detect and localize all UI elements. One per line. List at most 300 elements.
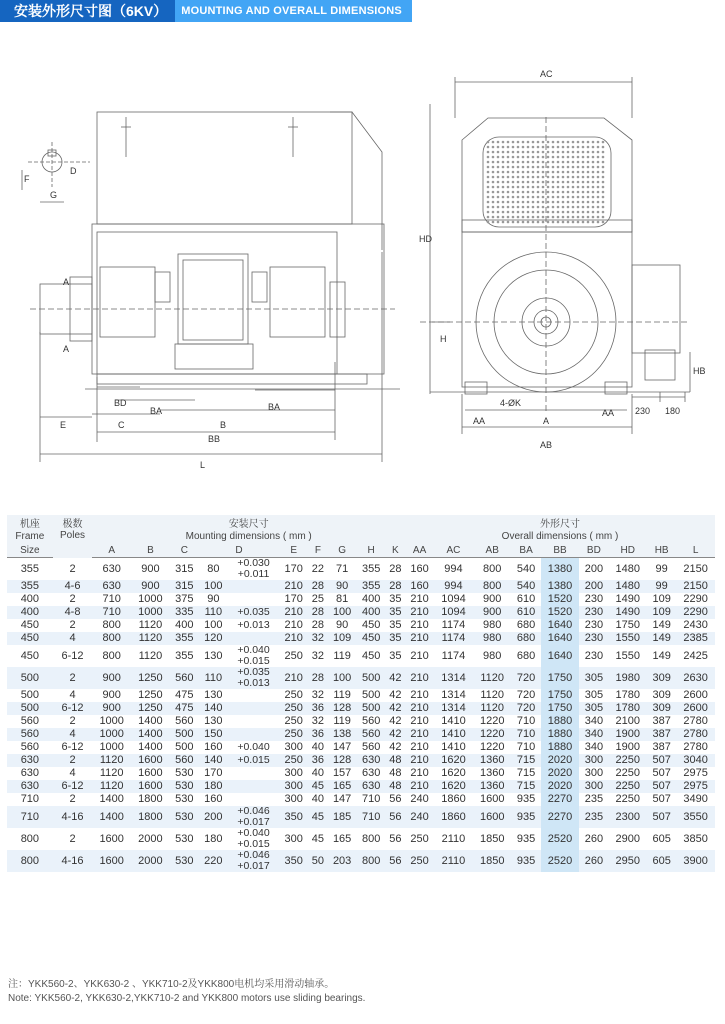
cell-poles: 4 (69, 632, 76, 644)
cell-ac: 1094 (441, 606, 466, 618)
cell-frame: 630 (20, 767, 40, 779)
cell-hd: 2250 (615, 754, 641, 766)
cell-ab: 1220 (479, 741, 505, 753)
cell-ac: 994 (444, 563, 463, 575)
cell-bd: 235 (584, 793, 604, 805)
cell-a: 710 (102, 606, 121, 618)
cell-l: 3490 (683, 793, 708, 805)
cell-h: 800 (361, 833, 381, 845)
cell-l: 2150 (683, 563, 708, 575)
label-side-2: F (24, 174, 30, 184)
cell-g: 81 (335, 593, 349, 605)
cell-b: 1250 (138, 689, 163, 701)
cell-f: 50 (311, 855, 325, 867)
cell-l: 2600 (683, 689, 708, 701)
cell-hd: 2250 (615, 793, 641, 805)
cell-ac: 1860 (441, 811, 466, 823)
table-row (7, 580, 715, 593)
cell-hb: 109 (652, 593, 671, 605)
cell-poles: 2 (69, 793, 76, 805)
cell-c: 530 (175, 833, 194, 845)
cell-h: 400 (361, 593, 381, 605)
cell-bb: 1640 (541, 632, 580, 645)
col-header-hd: HD (608, 543, 647, 558)
cell-d: 130 (204, 689, 223, 701)
cell-hb: 309 (652, 672, 671, 684)
cell-e: 210 (284, 632, 303, 644)
label-front-7: AA (602, 408, 615, 418)
label-side-3: D (70, 166, 77, 176)
cell-b: 1000 (138, 606, 163, 618)
table-row (7, 767, 715, 780)
dimensions-table-wrap (7, 515, 715, 872)
label-front-9: 180 (665, 406, 681, 416)
col-header-ab: AB (473, 543, 512, 558)
cell-g: 128 (332, 754, 352, 766)
cell-bd: 235 (584, 811, 604, 823)
cell-ba: 710 (516, 715, 536, 727)
cell-ba: 720 (516, 672, 536, 684)
label-side-5: E (60, 420, 67, 430)
cell-bd: 260 (584, 855, 604, 867)
cell-ba: 710 (516, 728, 536, 740)
cell-k: 42 (389, 689, 402, 701)
cell-b: 1120 (138, 619, 163, 631)
table-row (7, 667, 715, 689)
cell-bb: 1750 (541, 702, 580, 715)
cell-a: 1000 (99, 715, 124, 727)
cell-hd: 1900 (615, 728, 641, 740)
cell-ab: 900 (483, 606, 502, 618)
cell-c: 560 (175, 754, 194, 766)
cell-f: 36 (311, 754, 325, 766)
cell-ac: 1314 (441, 689, 466, 701)
cell-l: 3040 (683, 754, 708, 766)
cell-d: 170 (204, 767, 223, 779)
table-row (7, 754, 715, 767)
cell-bd: 305 (584, 689, 604, 701)
table-row (7, 558, 715, 581)
cell-f: 22 (311, 563, 325, 575)
cell-k: 48 (389, 780, 402, 792)
cell-k: 42 (389, 741, 402, 753)
cell-ab: 980 (483, 619, 502, 631)
cell-ba: 540 (516, 563, 536, 575)
cell-h: 630 (361, 780, 381, 792)
front-view (420, 77, 690, 434)
cell-b: 1250 (138, 672, 163, 684)
cell-h: 450 (361, 650, 381, 662)
cell-f: 45 (311, 833, 325, 845)
cell-ac: 2110 (441, 833, 466, 845)
cell-h: 500 (361, 672, 381, 684)
cell-hb: 507 (652, 811, 671, 823)
cell-hb: 507 (652, 793, 671, 805)
table-row (7, 606, 715, 619)
cell-l: 2290 (683, 606, 708, 618)
cell-bb: 1880 (541, 741, 580, 754)
cell-g: 157 (332, 767, 352, 779)
cell-f: 40 (311, 793, 325, 805)
cell-frame: 450 (20, 650, 40, 662)
cell-hd: 2250 (615, 780, 641, 792)
cell-poles: 4-16 (61, 811, 84, 823)
cell-f: 28 (311, 580, 325, 592)
cell-d: 160 (204, 793, 223, 805)
cell-d: 120 (204, 632, 223, 644)
cell-b: 1250 (138, 702, 163, 714)
cell-c: 560 (175, 672, 194, 684)
cell-tol: +0.046 +0.017 (237, 849, 270, 872)
cell-h: 560 (361, 741, 381, 753)
cell-hb: 99 (655, 563, 668, 575)
cell-frame: 560 (20, 715, 40, 727)
cell-e: 170 (284, 563, 303, 575)
cell-k: 28 (389, 580, 402, 592)
cell-c: 335 (175, 606, 194, 618)
cell-b: 900 (141, 580, 160, 592)
cell-bd: 340 (584, 728, 604, 740)
cell-poles: 6-12 (61, 741, 84, 753)
cell-hb: 309 (652, 689, 671, 701)
cell-a: 630 (102, 563, 121, 575)
cell-tol (228, 689, 279, 702)
cell-bb: 1880 (541, 715, 580, 728)
cell-ab: 1220 (479, 715, 505, 727)
cell-tol: +0.035 (237, 606, 270, 618)
cell-aa: 210 (410, 767, 429, 779)
cell-ab: 800 (483, 580, 502, 592)
cell-poles: 4 (69, 728, 76, 740)
table-row (7, 793, 715, 806)
cell-e: 250 (284, 754, 303, 766)
cell-hd: 1900 (615, 741, 641, 753)
cell-ab: 1360 (479, 780, 505, 792)
cell-tol: +0.035 +0.013 (237, 666, 270, 689)
cell-bd: 305 (584, 702, 604, 714)
frame-header-en2: Size (7, 543, 53, 558)
cell-poles: 4 (69, 689, 76, 701)
cell-tol (228, 702, 279, 715)
col-header-hb: HB (647, 543, 676, 558)
cell-aa: 210 (410, 728, 429, 740)
cell-bb: 2270 (541, 806, 580, 828)
cell-aa: 210 (410, 650, 429, 662)
cell-aa: 250 (410, 833, 429, 845)
cell-hb: 605 (652, 833, 671, 845)
cell-tol (228, 593, 279, 606)
cell-frame: 400 (20, 593, 40, 605)
cell-f: 28 (311, 619, 325, 631)
cell-f: 25 (311, 593, 325, 605)
note-cn: 注：YKK560-2、YKK630-2 、YKK710-2及YKK800电机均采用滑动轴承。 (8, 979, 335, 990)
cell-g: 147 (332, 741, 352, 753)
cell-e: 250 (284, 689, 303, 701)
cell-tol: +0.013 (237, 619, 270, 631)
cell-ab: 900 (483, 593, 502, 605)
cell-e: 250 (284, 650, 303, 662)
cell-l: 3550 (683, 811, 708, 823)
cell-tol: +0.040 +0.015 (237, 644, 270, 667)
cell-k: 35 (389, 650, 402, 662)
cell-d: 160 (204, 741, 223, 753)
cell-b: 1400 (138, 728, 163, 740)
cell-bb: 1640 (541, 619, 580, 632)
cell-frame: 500 (20, 672, 40, 684)
poles-header-en: Poles (53, 530, 93, 558)
table-row (7, 619, 715, 632)
cell-poles: 4-6 (64, 580, 81, 592)
label-side-6: C (118, 420, 125, 430)
cell-b: 2000 (138, 855, 163, 867)
cell-c: 500 (175, 728, 194, 740)
table-row (7, 645, 715, 667)
cell-ac: 1174 (441, 632, 466, 644)
cell-hd: 2950 (615, 855, 641, 867)
cell-ba: 715 (516, 767, 536, 779)
cell-g: 109 (332, 632, 352, 644)
cell-aa: 210 (410, 754, 429, 766)
cell-bb: 1750 (541, 689, 580, 702)
cell-ab: 980 (483, 650, 502, 662)
label-side-8: BA (150, 406, 163, 416)
cell-k: 35 (389, 606, 402, 618)
cell-l: 2975 (683, 767, 708, 779)
cell-e: 250 (284, 715, 303, 727)
cell-l: 2600 (683, 702, 708, 714)
label-side-12: L (200, 460, 206, 470)
cell-aa: 210 (410, 672, 429, 684)
label-side-10: B (220, 420, 227, 430)
cell-h: 560 (361, 728, 381, 740)
cell-c: 315 (175, 563, 194, 575)
cell-poles: 2 (69, 754, 76, 766)
cell-bb: 1380 (541, 580, 580, 593)
col-header-k: K (386, 543, 405, 558)
cell-e: 250 (284, 728, 303, 740)
mount-header-cn: 安装尺寸 (92, 515, 405, 530)
cell-ba: 610 (516, 606, 536, 618)
cell-f: 32 (311, 689, 325, 701)
table-row (7, 593, 715, 606)
cell-ac: 1314 (441, 672, 466, 684)
col-header-ba: BA (512, 543, 541, 558)
cell-ba: 680 (516, 619, 536, 631)
table-row (7, 780, 715, 793)
cell-ac: 1410 (441, 728, 466, 740)
cell-b: 1120 (138, 632, 163, 644)
table-row (7, 850, 715, 872)
cell-frame: 450 (20, 632, 40, 644)
cell-e: 210 (284, 606, 303, 618)
cell-ab: 1360 (479, 754, 505, 766)
cell-l: 2975 (683, 780, 708, 792)
table-row (7, 741, 715, 754)
cell-k: 35 (389, 632, 402, 644)
cell-ab: 1120 (480, 672, 505, 684)
cell-c: 475 (175, 689, 194, 701)
cell-d: 130 (204, 650, 223, 662)
cell-d: 130 (204, 715, 223, 727)
cell-ab: 1600 (479, 811, 505, 823)
cell-f: 32 (311, 632, 325, 644)
cell-k: 56 (389, 833, 402, 845)
cell-b: 1120 (138, 650, 163, 662)
cell-frame: 500 (20, 702, 40, 714)
cell-a: 900 (102, 702, 121, 714)
cell-frame: 630 (20, 780, 40, 792)
cell-frame: 800 (20, 833, 40, 845)
cell-e: 210 (284, 580, 303, 592)
cell-hd: 1550 (615, 650, 641, 662)
cell-k: 42 (389, 672, 402, 684)
cell-tol: +0.015 (237, 754, 270, 766)
cell-e: 300 (284, 767, 303, 779)
cell-bd: 230 (584, 619, 604, 631)
cell-g: 119 (333, 715, 351, 727)
cell-bb: 1520 (541, 593, 580, 606)
cell-bb: 2520 (541, 850, 580, 872)
cell-l: 2630 (683, 672, 708, 684)
cell-ac: 1620 (441, 780, 466, 792)
cell-l: 2780 (683, 728, 708, 740)
cell-ba: 720 (516, 689, 536, 701)
cell-l: 2150 (683, 580, 708, 592)
cell-ac: 1620 (441, 754, 466, 766)
cell-b: 1000 (138, 593, 163, 605)
cell-g: 165 (332, 833, 352, 845)
cell-b: 1800 (138, 793, 163, 805)
cell-hd: 1550 (615, 632, 641, 644)
table-row (7, 689, 715, 702)
cell-l: 2430 (683, 619, 708, 631)
cell-a: 800 (102, 632, 121, 644)
cell-d: 100 (204, 619, 223, 631)
label-front-0: AC (540, 69, 553, 79)
cell-h: 355 (361, 563, 381, 575)
table-row (7, 728, 715, 741)
cell-d: 140 (204, 754, 223, 766)
cell-ab: 1850 (479, 833, 505, 845)
cell-e: 350 (284, 811, 303, 823)
cell-c: 375 (175, 593, 194, 605)
cell-a: 1000 (99, 741, 124, 753)
cell-ba: 720 (516, 702, 536, 714)
cell-d: 180 (204, 833, 223, 845)
cell-hb: 507 (652, 780, 671, 792)
col-header-d: D (199, 543, 279, 558)
cell-d: 200 (204, 811, 223, 823)
cell-frame: 450 (20, 619, 40, 631)
poles-header-cn: 极数 (53, 515, 93, 530)
overall-header-en: Overall dimensions ( mm ) (405, 530, 715, 543)
cell-aa: 210 (410, 606, 429, 618)
cell-bd: 200 (584, 580, 604, 592)
cell-bd: 230 (584, 606, 604, 618)
cell-ac: 1860 (441, 793, 466, 805)
cell-d: 220 (204, 855, 223, 867)
cell-k: 56 (389, 855, 402, 867)
cell-g: 128 (332, 702, 352, 714)
cell-aa: 250 (410, 855, 429, 867)
cell-h: 630 (361, 754, 381, 766)
cell-hd: 1750 (615, 619, 641, 631)
cell-hd: 1980 (615, 672, 641, 684)
label-side-4: G (50, 190, 58, 200)
label-side-0: A (63, 277, 70, 287)
cell-a: 710 (102, 593, 121, 605)
cell-ab: 1220 (479, 728, 505, 740)
cell-tol (228, 767, 279, 780)
cell-k: 28 (389, 563, 402, 575)
cell-ac: 994 (444, 580, 463, 592)
cell-ab: 980 (483, 632, 502, 644)
cell-l: 3850 (683, 833, 708, 845)
cell-frame: 400 (20, 606, 40, 618)
cell-g: 90 (335, 619, 349, 631)
table-row (7, 632, 715, 645)
cell-ac: 2110 (441, 855, 466, 867)
cell-ba: 715 (516, 780, 536, 792)
cell-aa: 210 (410, 593, 429, 605)
cell-h: 400 (361, 606, 381, 618)
cell-c: 355 (175, 650, 194, 662)
cell-g: 119 (333, 650, 351, 662)
label-front-4: AA (473, 416, 486, 426)
cell-ab: 1360 (479, 767, 505, 779)
cell-b: 1800 (138, 811, 163, 823)
cell-h: 560 (361, 715, 381, 727)
cell-a: 800 (102, 650, 121, 662)
title-en: MOUNTING AND OVERALL DIMENSIONS (175, 0, 412, 22)
cell-a: 1120 (99, 754, 124, 766)
cell-hd: 2900 (615, 833, 641, 845)
cell-f: 40 (311, 767, 325, 779)
cell-g: 165 (332, 780, 352, 792)
cell-h: 450 (361, 632, 381, 644)
label-side-1: A (63, 344, 70, 354)
cell-g: 119 (333, 689, 351, 701)
cell-h: 710 (361, 811, 381, 823)
cell-e: 300 (284, 741, 303, 753)
cell-b: 2000 (138, 833, 163, 845)
overall-header-cn: 外形尺寸 (405, 515, 715, 530)
cell-c: 530 (175, 793, 194, 805)
cell-poles: 4-8 (64, 606, 81, 618)
cell-d: 110 (204, 672, 223, 684)
cell-bb: 2270 (541, 793, 580, 806)
cell-hd: 1490 (615, 606, 641, 618)
cell-a: 900 (102, 672, 121, 684)
cell-g: 71 (335, 563, 349, 575)
cell-c: 530 (175, 855, 194, 867)
cell-g: 90 (335, 580, 349, 592)
table-body (7, 558, 715, 873)
cell-k: 42 (389, 728, 402, 740)
cell-aa: 210 (410, 715, 429, 727)
cell-b: 900 (141, 563, 160, 575)
col-header-ac: AC (434, 543, 473, 558)
cell-h: 710 (361, 793, 381, 805)
cell-hd: 2100 (615, 715, 641, 727)
cell-f: 28 (311, 606, 325, 618)
cell-tol: +0.046 +0.017 (237, 805, 270, 828)
cell-frame: 560 (20, 728, 40, 740)
cell-ac: 1314 (441, 702, 466, 714)
label-front-2: H (440, 334, 447, 344)
cell-ac: 1620 (441, 767, 466, 779)
cell-a: 800 (102, 619, 121, 631)
